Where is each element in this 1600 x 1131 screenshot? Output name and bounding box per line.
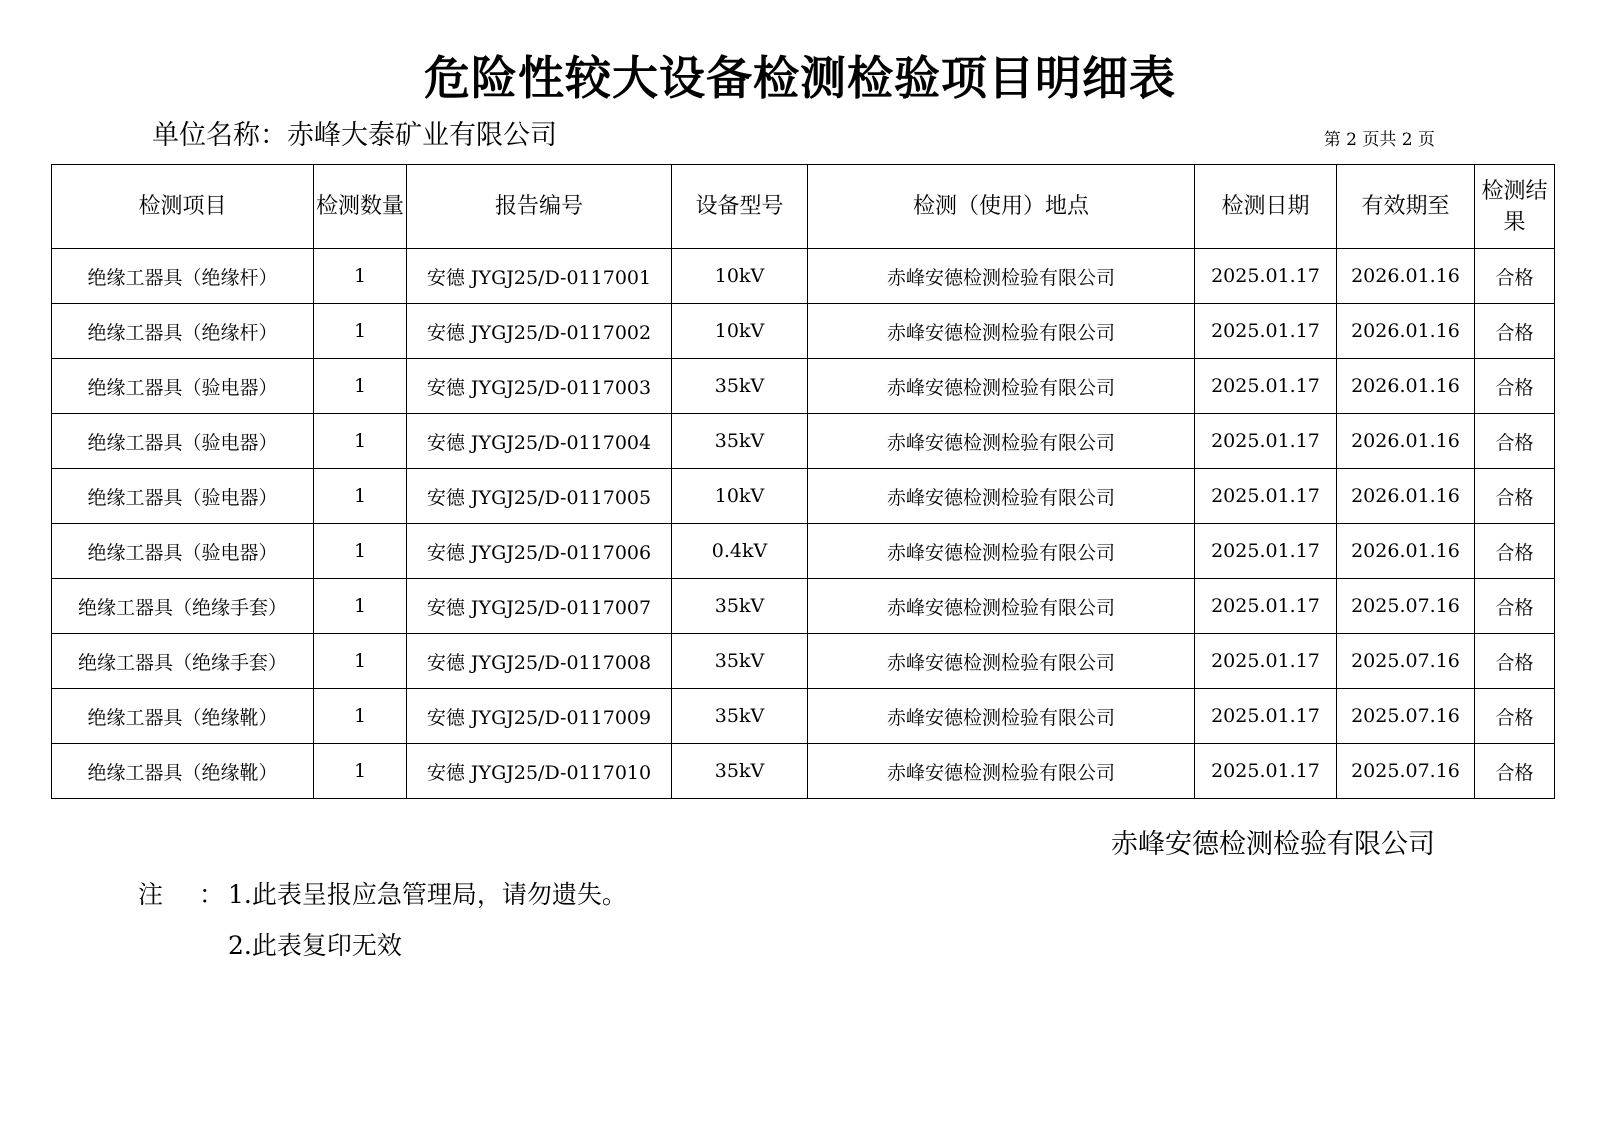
test-date-cell: 2025.01.17 bbox=[1195, 634, 1337, 689]
result-cell: 合格 bbox=[1475, 359, 1555, 414]
unit-name-line: 单位名称：赤峰大泰矿业有限公司 bbox=[152, 120, 557, 151]
valid-until-cell: 2026.01.16 bbox=[1337, 249, 1475, 304]
quantity-cell: 1 bbox=[314, 744, 407, 799]
report-number-cell: 安德 JYGJ25/D-0117006 bbox=[407, 524, 672, 579]
inspection-detail-table bbox=[51, 164, 1555, 799]
quantity-cell: 1 bbox=[314, 579, 407, 634]
header-cell: 有效期至 bbox=[1337, 165, 1475, 249]
header-cell: 设备型号 bbox=[672, 165, 808, 249]
item-cell: 绝缘工器具（绝缘手套） bbox=[52, 579, 314, 634]
model-cell: 0.4kV bbox=[672, 524, 808, 579]
quantity-cell: 1 bbox=[314, 634, 407, 689]
table-row bbox=[52, 249, 1555, 304]
test-date-cell: 2025.01.17 bbox=[1195, 414, 1337, 469]
test-date-cell: 2025.01.17 bbox=[1195, 579, 1337, 634]
valid-until-cell: 2025.07.16 bbox=[1337, 744, 1475, 799]
page-info: 第 2 页共 2 页 bbox=[1323, 130, 1435, 150]
table-row bbox=[52, 579, 1555, 634]
header-cell: 检测日期 bbox=[1195, 165, 1337, 249]
result-cell: 合格 bbox=[1475, 634, 1555, 689]
test-date-cell: 2025.01.17 bbox=[1195, 469, 1337, 524]
report-number-cell: 安德 JYGJ25/D-0117004 bbox=[407, 414, 672, 469]
table-row bbox=[52, 469, 1555, 524]
quantity-cell: 1 bbox=[314, 524, 407, 579]
location-cell: 赤峰安德检测检验有限公司 bbox=[808, 524, 1195, 579]
header-cell: 报告编号 bbox=[407, 165, 672, 249]
report-number-cell: 安德 JYGJ25/D-0117005 bbox=[407, 469, 672, 524]
quantity-cell: 1 bbox=[314, 469, 407, 524]
header-cell: 检测数量 bbox=[314, 165, 407, 249]
location-cell: 赤峰安德检测检验有限公司 bbox=[808, 579, 1195, 634]
test-date-cell: 2025.01.17 bbox=[1195, 359, 1337, 414]
item-cell: 绝缘工器具（绝缘杆） bbox=[52, 304, 314, 359]
location-cell: 赤峰安德检测检验有限公司 bbox=[808, 469, 1195, 524]
location-cell: 赤峰安德检测检验有限公司 bbox=[808, 744, 1195, 799]
table-row bbox=[52, 634, 1555, 689]
valid-until-cell: 2026.01.16 bbox=[1337, 524, 1475, 579]
item-cell: 绝缘工器具（验电器） bbox=[52, 359, 314, 414]
result-cell: 合格 bbox=[1475, 689, 1555, 744]
test-date-cell: 2025.01.17 bbox=[1195, 304, 1337, 359]
location-cell: 赤峰安德检测检验有限公司 bbox=[808, 304, 1195, 359]
header-cell: 检测项目 bbox=[52, 165, 314, 249]
table-row bbox=[52, 689, 1555, 744]
result-cell: 合格 bbox=[1475, 469, 1555, 524]
issuing-company: 赤峰安德检测检验有限公司 bbox=[1111, 829, 1435, 860]
model-cell: 35kV bbox=[672, 634, 808, 689]
quantity-cell: 1 bbox=[314, 249, 407, 304]
valid-until-cell: 2025.07.16 bbox=[1337, 579, 1475, 634]
report-number-cell: 安德 JYGJ25/D-0117010 bbox=[407, 744, 672, 799]
location-cell: 赤峰安德检测检验有限公司 bbox=[808, 249, 1195, 304]
report-number-cell: 安德 JYGJ25/D-0117007 bbox=[407, 579, 672, 634]
test-date-cell: 2025.01.17 bbox=[1195, 744, 1337, 799]
quantity-cell: 1 bbox=[314, 689, 407, 744]
result-cell: 合格 bbox=[1475, 414, 1555, 469]
location-cell: 赤峰安德检测检验有限公司 bbox=[808, 689, 1195, 744]
location-cell: 赤峰安德检测检验有限公司 bbox=[808, 359, 1195, 414]
quantity-cell: 1 bbox=[314, 359, 407, 414]
model-cell: 35kV bbox=[672, 414, 808, 469]
item-cell: 绝缘工器具（绝缘靴） bbox=[52, 744, 314, 799]
report-number-cell: 安德 JYGJ25/D-0117003 bbox=[407, 359, 672, 414]
report-number-cell: 安德 JYGJ25/D-0117008 bbox=[407, 634, 672, 689]
item-cell: 绝缘工器具（绝缘手套） bbox=[52, 634, 314, 689]
table-row bbox=[52, 304, 1555, 359]
header-cell: 检测（使用）地点 bbox=[808, 165, 1195, 249]
valid-until-cell: 2025.07.16 bbox=[1337, 689, 1475, 744]
test-date-cell: 2025.01.17 bbox=[1195, 689, 1337, 744]
report-number-cell: 安德 JYGJ25/D-0117002 bbox=[407, 304, 672, 359]
table-body bbox=[52, 249, 1555, 799]
result-cell: 合格 bbox=[1475, 304, 1555, 359]
test-date-cell: 2025.01.17 bbox=[1195, 249, 1337, 304]
model-cell: 35kV bbox=[672, 744, 808, 799]
document-title: 危险性较大设备检测检验项目明细表 bbox=[424, 51, 1176, 105]
test-date-cell: 2025.01.17 bbox=[1195, 524, 1337, 579]
item-cell: 绝缘工器具（绝缘杆） bbox=[52, 249, 314, 304]
model-cell: 35kV bbox=[672, 359, 808, 414]
valid-until-cell: 2026.01.16 bbox=[1337, 304, 1475, 359]
model-cell: 10kV bbox=[672, 304, 808, 359]
note-item-1: 1.此表呈报应急管理局，请勿遗失。 bbox=[228, 880, 627, 909]
result-cell: 合格 bbox=[1475, 579, 1555, 634]
result-cell: 合格 bbox=[1475, 524, 1555, 579]
location-cell: 赤峰安德检测检验有限公司 bbox=[808, 414, 1195, 469]
item-cell: 绝缘工器具（验电器） bbox=[52, 414, 314, 469]
item-cell: 绝缘工器具（验电器） bbox=[52, 524, 314, 579]
quantity-cell: 1 bbox=[314, 414, 407, 469]
note-item-2: 2.此表复印无效 bbox=[228, 931, 402, 960]
valid-until-cell: 2026.01.16 bbox=[1337, 469, 1475, 524]
valid-until-cell: 2026.01.16 bbox=[1337, 359, 1475, 414]
valid-until-cell: 2026.01.16 bbox=[1337, 414, 1475, 469]
report-number-cell: 安德 JYGJ25/D-0117009 bbox=[407, 689, 672, 744]
result-cell: 合格 bbox=[1475, 744, 1555, 799]
report-number-cell: 安德 JYGJ25/D-0117001 bbox=[407, 249, 672, 304]
table-row bbox=[52, 414, 1555, 469]
model-cell: 10kV bbox=[672, 469, 808, 524]
quantity-cell: 1 bbox=[314, 304, 407, 359]
location-cell: 赤峰安德检测检验有限公司 bbox=[808, 634, 1195, 689]
model-cell: 35kV bbox=[672, 579, 808, 634]
header-cell: 检测结果 bbox=[1475, 165, 1555, 249]
item-cell: 绝缘工器具（绝缘靴） bbox=[52, 689, 314, 744]
notes-label: 注 ： bbox=[138, 880, 238, 909]
table-row bbox=[52, 524, 1555, 579]
result-cell: 合格 bbox=[1475, 249, 1555, 304]
table-row bbox=[52, 359, 1555, 414]
model-cell: 10kV bbox=[672, 249, 808, 304]
table-row bbox=[52, 744, 1555, 799]
table-header-row bbox=[52, 165, 1555, 249]
valid-until-cell: 2025.07.16 bbox=[1337, 634, 1475, 689]
model-cell: 35kV bbox=[672, 689, 808, 744]
item-cell: 绝缘工器具（验电器） bbox=[52, 469, 314, 524]
